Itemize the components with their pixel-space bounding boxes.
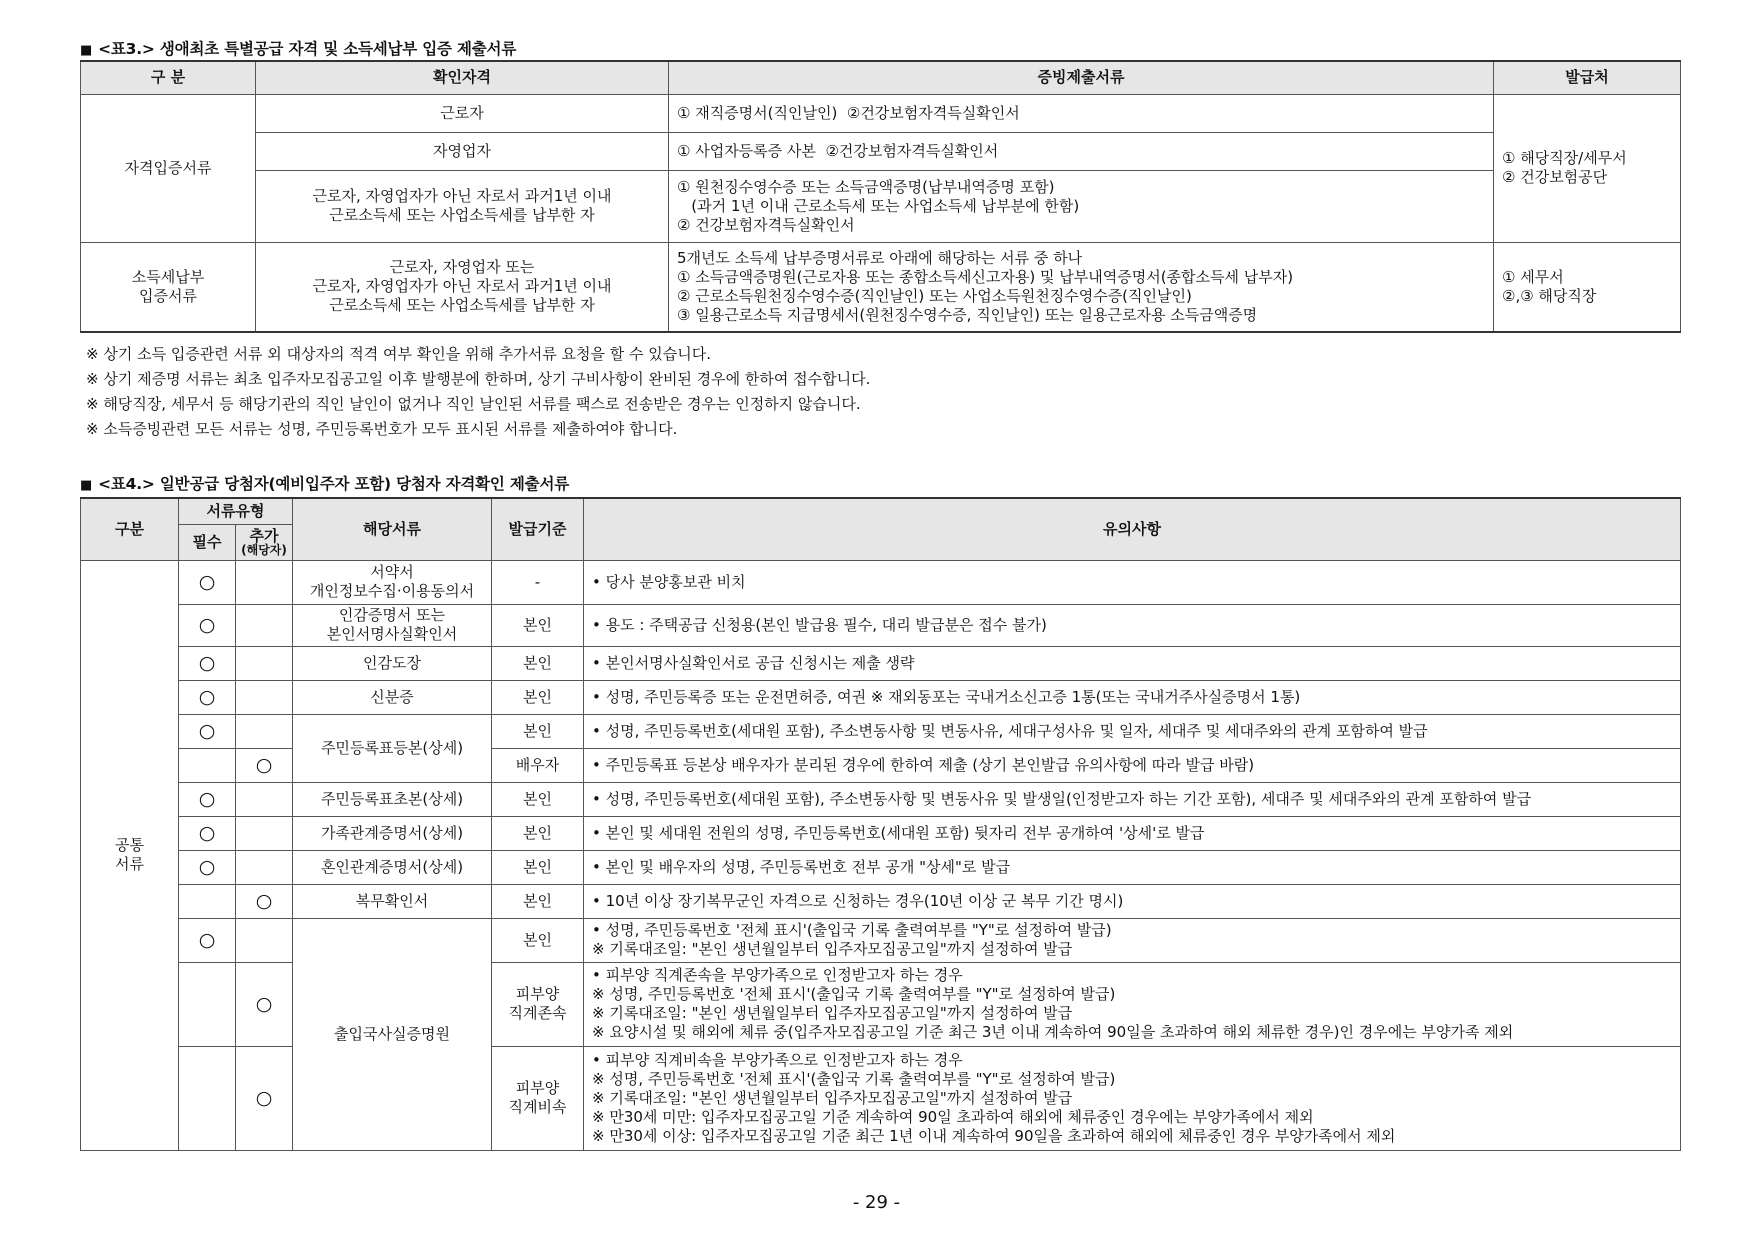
issue-standard: 본인 — [492, 714, 584, 748]
square-bullet-icon: ■ — [80, 478, 93, 493]
required-mark — [179, 884, 236, 918]
additional-mark — [236, 782, 293, 816]
note-cell: • 피부양 직계비속을 부양가족으로 인정받고자 하는 경우 ※ 성명, 주민등록번호 '전체 표시'(출입국 기록 출력여부를 "Y"로 설정하여 발급) ※ 기록대조일: "본인 생년월일부터 입주자모집공고일"까지 설정하여 발급 ※ 만30세 미만: 입주자모집공고일 기준 계속하여 90일 초과하여 해외에 체류중인 경우에는 부양가족에서 제외 ※ 만30세 이상: 입주자모집공고일 기준 최근 1년 이내 계속하여 90일을 초과하여 해외에 체류중인 경우 부양가족에서 제외 — [584, 1046, 1681, 1150]
additional-mark — [236, 646, 293, 680]
document-name: 주민등록표초본(상세) — [293, 782, 492, 816]
note-cell: • 피부양 직계존속을 부양가족으로 인정받고자 하는 경우 ※ 성명, 주민등록번호 '전체 표시'(출입국 기록 출력여부를 "Y"로 설정하여 발급) ※ 기록대조일: "본인 생년월일부터 입주자모집공고일"까지 설정하여 발급 ※ 요양시설 및 해외에 체류 중(입주자모집공고일 기준 최근 3년 이내 계속하여 90일을 초과하여 해외 체류한 경우)인 경우에는 부양가족 제외 — [584, 962, 1681, 1046]
page-number: - 29 - — [852, 1192, 901, 1213]
table4-title: ■ <표4.> 일반공급 당첨자(예비입주자 포함) 당첨자 자격확인 제출서류 — [80, 475, 569, 493]
table3-issuer-cell: ① 세무서 ②,③ 해당직장 — [1494, 242, 1681, 332]
table4-header-document: 해당서류 — [293, 498, 492, 560]
issue-standard: 본인 — [492, 604, 584, 646]
note-cell: • 성명, 주민등록번호 '전체 표시'(출입국 기록 출력여부를 "Y"로 설정하여 발급) ※ 기록대조일: "본인 생년월일부터 입주자모집공고일"까지 설정하여 발급 — [584, 918, 1681, 962]
additional-mark: ○ — [236, 748, 293, 782]
table3-qual-cell: 근로자, 자영업자 또는 근로자, 자영업자가 아닌 자로서 과거1년 이내 근로소득세 또는 사업소득세를 납부한 자 — [256, 242, 669, 332]
table3-docs-cell: ① 재직증명서(직인날인) ②건강보험자격득실확인서 — [669, 94, 1494, 132]
note-line: ※ 상기 소득 입증관련 서류 외 대상자의 적격 여부 확인을 위해 추가서류 요청을 할 수 있습니다. — [86, 345, 711, 363]
table3-header-documents: 증빙제출서류 — [669, 61, 1494, 94]
table3-qual-cell: 자영업자 — [256, 132, 669, 170]
note-cell: • 성명, 주민등록번호(세대원 포함), 주소변동사항 및 변동사유, 세대구성사유 및 일자, 세대주 및 세대주와의 관계 포함하여 발급 — [584, 714, 1681, 748]
document-name: 서약서 개인정보수집·이용동의서 — [293, 560, 492, 604]
table4-header-category: 구분 — [81, 498, 179, 560]
note-cell: • 주민등록표 등본상 배우자가 분리된 경우에 한하여 제출 (상기 본인발급 유의사항에 따라 발급 바람) — [584, 748, 1681, 782]
additional-mark — [236, 850, 293, 884]
additional-mark: ○ — [236, 1046, 293, 1150]
table3-docs-cell: 5개년도 소득세 납부증명서류로 아래에 해당하는 서류 중 하나 ① 소득금액증명원(근로자용 또는 종합소득세신고자용) 및 납부내역증명서(종합소득세 납부자) ② 근로소득원천징수영수증(직인날인) 또는 사업소득원천징수영수증(직인날인) ③ 일용근로소득 지급명세서(원천징수영수증, 직인날인) 또는 일용근로자용 소득금액증명 — [669, 242, 1494, 332]
table4-header-doc-type: 서류유형 — [179, 498, 293, 524]
table3 — [80, 60, 1681, 333]
table3-group-income-tax: 소득세납부 입증서류 — [81, 242, 256, 332]
required-mark — [179, 748, 236, 782]
issue-standard: 피부양 직계존속 — [492, 962, 584, 1046]
table3-docs-cell: ① 원천징수영수증 또는 소득금액증명(납부내역증명 포함) (과거 1년 이내 근로소득세 또는 사업소득세 납부분에 한함) ② 건강보험자격득실확인서 — [669, 170, 1494, 242]
note-cell: • 본인 및 세대원 전원의 성명, 주민등록번호(세대원 포함) 뒷자리 전부 공개하여 '상세'로 발급 — [584, 816, 1681, 850]
table4 — [80, 497, 1681, 1151]
required-mark: ○ — [179, 646, 236, 680]
document-name: 복무확인서 — [293, 884, 492, 918]
additional-mark — [236, 918, 293, 962]
table4-header-notes: 유의사항 — [584, 498, 1681, 560]
table3-header-category: 구 분 — [81, 61, 256, 94]
required-mark: ○ — [179, 816, 236, 850]
table3-qual-cell: 근로자 — [256, 94, 669, 132]
table3-group-qualification: 자격입증서류 — [81, 94, 256, 242]
issue-standard: - — [492, 560, 584, 604]
required-mark: ○ — [179, 604, 236, 646]
square-bullet-icon: ■ — [80, 43, 93, 58]
issue-standard: 피부양 직계비속 — [492, 1046, 584, 1150]
additional-mark — [236, 680, 293, 714]
document-name: 혼인관계증명서(상세) — [293, 850, 492, 884]
document-name: 출입국사실증명원 — [293, 918, 492, 1150]
table4-header-standard: 발급기준 — [492, 498, 584, 560]
issue-standard: 본인 — [492, 816, 584, 850]
table3-qual-cell: 근로자, 자영업자가 아닌 자로서 과거1년 이내 근로소득세 또는 사업소득세를 납부한 자 — [256, 170, 669, 242]
note-cell: • 본인 및 배우자의 성명, 주민등록번호 전부 공개 "상세"로 발급 — [584, 850, 1681, 884]
issue-standard: 본인 — [492, 782, 584, 816]
required-mark: ○ — [179, 782, 236, 816]
table4-header-required: 필수 — [179, 524, 236, 560]
required-mark: ○ — [179, 680, 236, 714]
table3-notes — [86, 342, 870, 442]
document-name: 인감도장 — [293, 646, 492, 680]
document-name: 주민등록표등본(상세) — [293, 714, 492, 782]
additional-mark — [236, 604, 293, 646]
table4-header-additional: 추가 (해당자) — [236, 524, 293, 560]
required-mark — [179, 1046, 236, 1150]
note-cell: • 10년 이상 장기복무군인 자격으로 신청하는 경우(10년 이상 군 복무 기간 명시) — [584, 884, 1681, 918]
additional-mark — [236, 714, 293, 748]
issue-standard: 배우자 — [492, 748, 584, 782]
required-mark: ○ — [179, 714, 236, 748]
note-line: ※ 소득증빙관련 모든 서류는 성명, 주민등록번호가 모두 표시된 서류를 제출하여야 합니다. — [86, 420, 678, 438]
additional-mark: ○ — [236, 884, 293, 918]
table4-group-common: 공통 서류 — [81, 560, 179, 1150]
additional-mark — [236, 560, 293, 604]
table3-header-qualification: 확인자격 — [256, 61, 669, 94]
table3-docs-cell: ① 사업자등록증 사본 ②건강보험자격득실확인서 — [669, 132, 1494, 170]
required-mark: ○ — [179, 850, 236, 884]
document-name: 신분증 — [293, 680, 492, 714]
document-name: 인감증명서 또는 본인서명사실확인서 — [293, 604, 492, 646]
note-cell: • 당사 분양홍보관 비치 — [584, 560, 1681, 604]
issue-standard: 본인 — [492, 646, 584, 680]
document-name: 가족관계증명서(상세) — [293, 816, 492, 850]
additional-mark: ○ — [236, 962, 293, 1046]
table3-issuer-cell: ① 해당직장/세무서 ② 건강보험공단 — [1494, 94, 1681, 242]
issue-standard: 본인 — [492, 884, 584, 918]
required-mark — [179, 962, 236, 1046]
required-mark: ○ — [179, 918, 236, 962]
note-cell: • 본인서명사실확인서로 공급 신청시는 제출 생략 — [584, 646, 1681, 680]
note-line: ※ 해당직장, 세무서 등 해당기관의 직인 날인이 없거나 직인 날인된 서류를 팩스로 전송받은 경우는 인정하지 않습니다. — [86, 395, 861, 413]
issue-standard: 본인 — [492, 918, 584, 962]
issue-standard: 본인 — [492, 850, 584, 884]
note-cell: • 성명, 주민등록증 또는 운전면허증, 여권 ※ 재외동포는 국내거소신고증 1통(또는 국내거주사실증명서 1통) — [584, 680, 1681, 714]
required-mark: ○ — [179, 560, 236, 604]
note-cell: • 성명, 주민등록번호(세대원 포함), 주소변동사항 및 변동사유 및 발생일(인정받고자 하는 기간 포함), 세대주 및 세대주와의 관계 포함하여 발급 — [584, 782, 1681, 816]
note-line: ※ 상기 제증명 서류는 최초 입주자모집공고일 이후 발행분에 한하며, 상기 구비사항이 완비된 경우에 한하여 접수합니다. — [86, 370, 871, 388]
note-cell: • 용도 : 주택공급 신청용(본인 발급용 필수, 대리 발급분은 접수 불가) — [584, 604, 1681, 646]
additional-mark — [236, 816, 293, 850]
table3-title: ■ <표3.> 생애최초 특별공급 자격 및 소득세납부 입증 제출서류 — [80, 40, 517, 58]
table3-header-issuer: 발급처 — [1494, 61, 1681, 94]
issue-standard: 본인 — [492, 680, 584, 714]
